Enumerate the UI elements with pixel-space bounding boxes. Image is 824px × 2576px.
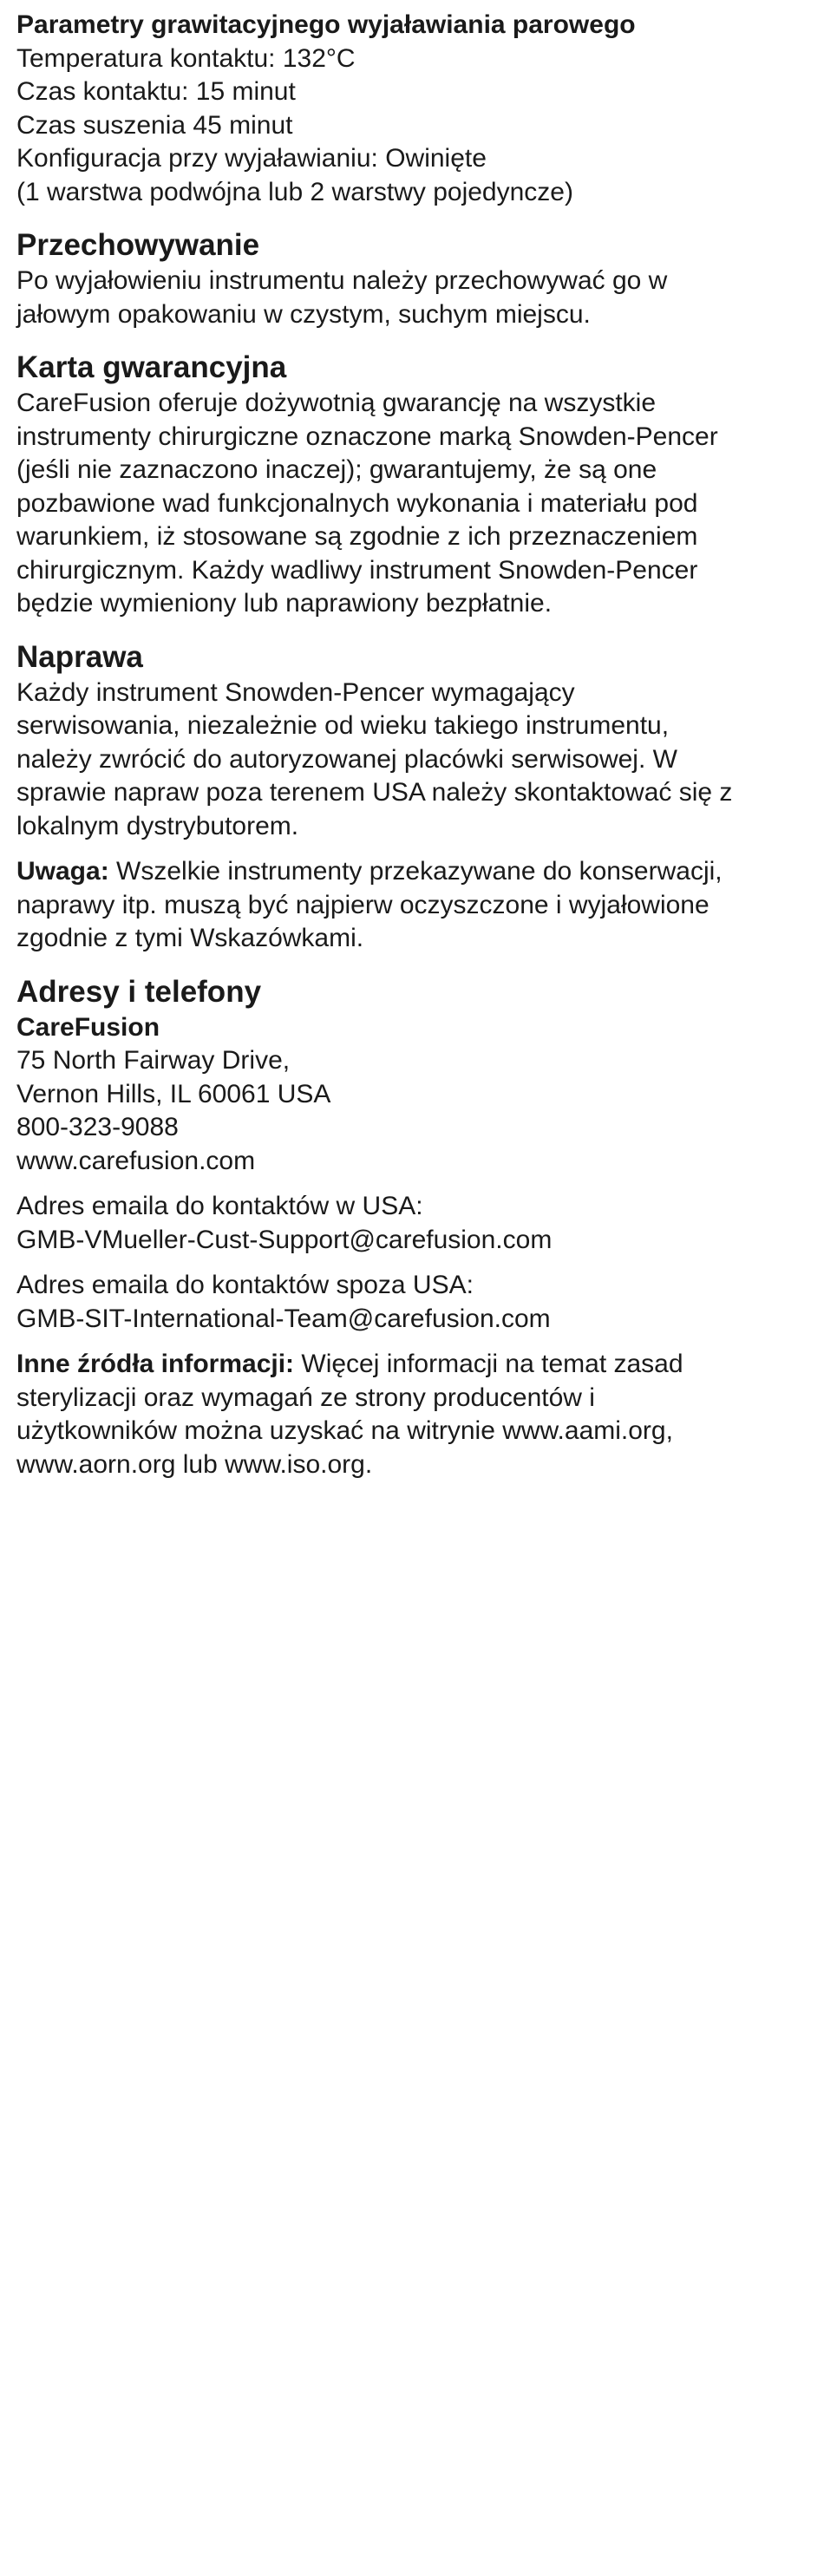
repair-line: należy zwrócić do autoryzowanej placówki serwisowej. W bbox=[16, 744, 677, 774]
sterilization-line: Konfiguracja przy wyjaławianiu: Owinięte bbox=[16, 144, 487, 173]
storage-heading: Przechowywanie bbox=[16, 228, 260, 262]
contacts-section bbox=[16, 973, 808, 1482]
usa-email-link[interactable]: GMB-VMueller-Cust-Support@carefusion.com bbox=[16, 1225, 553, 1254]
repair-line: Każdy instrument Snowden-Pencer wymagający bbox=[16, 677, 575, 707]
address-line: 75 North Fairway Drive, bbox=[16, 1046, 291, 1075]
warranty-line: chirurgicznym. Każdy wadliwy instrument Snowden-Pencer bbox=[16, 555, 698, 585]
note-label: Uwaga: bbox=[16, 857, 109, 886]
intl-email-link[interactable]: GMB-SIT-International-Team@carefusion.com bbox=[16, 1304, 551, 1333]
sterilization-title: Parametry grawitacyjnego wyjaławiania parowego bbox=[16, 10, 636, 39]
storage-line: Po wyjałowieniu instrumentu należy przechowywać go w bbox=[16, 266, 668, 295]
storage-section bbox=[16, 226, 808, 331]
repair-note-line: naprawy itp. muszą być najpierw oczyszczone i wyjałowione bbox=[16, 890, 710, 919]
warranty-section bbox=[16, 349, 808, 621]
other-sources-line: użytkowników można uzyskać na witrynie www.aami.org, bbox=[16, 1416, 673, 1445]
sterilization-line: Czas suszenia 45 minut bbox=[16, 110, 293, 140]
repair-heading: Naprawa bbox=[16, 639, 143, 674]
warranty-line: pozbawione wad funkcjonalnych wykonania i materiału pod bbox=[16, 488, 698, 518]
repair-line: sprawie napraw poza terenem USA należy skontaktować się z bbox=[16, 778, 733, 807]
company-name: CareFusion bbox=[16, 1012, 160, 1042]
other-sources-text: Więcej informacji na temat zasad bbox=[294, 1350, 683, 1378]
intl-email-label: Adres emaila do kontaktów spoza USA: bbox=[16, 1271, 474, 1299]
repair-line: serwisowania, niezależnie od wieku takiego instrumentu, bbox=[16, 711, 670, 740]
repair-line: lokalnym dystrybutorem. bbox=[16, 811, 299, 840]
other-sources-line: www.aorn.org lub www.iso.org. bbox=[16, 1449, 373, 1479]
warranty-heading: Karta gwarancyjna bbox=[16, 350, 287, 384]
document-page bbox=[16, 9, 808, 1481]
contacts-heading: Adresy i telefony bbox=[16, 974, 262, 1009]
sterilization-section bbox=[16, 9, 808, 209]
warranty-line: będzie wymieniony lub naprawiony bezpłatnie. bbox=[16, 589, 553, 618]
warranty-line: warunkiem, iż stosowane są zgodnie z ich przeznaczeniem bbox=[16, 522, 698, 551]
repair-note-line: zgodnie z tymi Wskazówkami. bbox=[16, 924, 364, 952]
warranty-line: (jeśli nie zaznaczono inaczej); gwarantujemy, że są one bbox=[16, 455, 657, 484]
website-link[interactable]: www.carefusion.com bbox=[16, 1146, 256, 1175]
usa-email-label: Adres emaila do kontaktów w USA: bbox=[16, 1192, 423, 1220]
storage-line: jałowym opakowaniu w czystym, suchym miejscu. bbox=[16, 299, 591, 329]
other-sources-line: sterylizacji oraz wymagań ze strony producentów i bbox=[16, 1383, 595, 1412]
sterilization-line: Czas kontaktu: 15 minut bbox=[16, 77, 296, 106]
warranty-line: instrumenty chirurgiczne oznaczone marką Snowden-Pencer bbox=[16, 422, 718, 451]
phone-number: 800-323-9088 bbox=[16, 1113, 179, 1141]
sterilization-line: (1 warstwa podwójna lub 2 warstwy pojedyncze) bbox=[16, 177, 573, 206]
repair-section bbox=[16, 638, 808, 956]
other-sources bbox=[16, 1348, 808, 1382]
address-line: Vernon Hills, IL 60061 USA bbox=[16, 1079, 331, 1108]
repair-note bbox=[16, 855, 808, 889]
warranty-line: CareFusion oferuje dożywotnią gwarancję na wszystkie bbox=[16, 389, 657, 417]
note-text: Wszelkie instrumenty przekazywane do konserwacji, bbox=[108, 857, 723, 886]
sterilization-line: Temperatura kontaktu: 132°C bbox=[16, 43, 356, 73]
other-sources-label: Inne źródła informacji: bbox=[16, 1350, 295, 1378]
